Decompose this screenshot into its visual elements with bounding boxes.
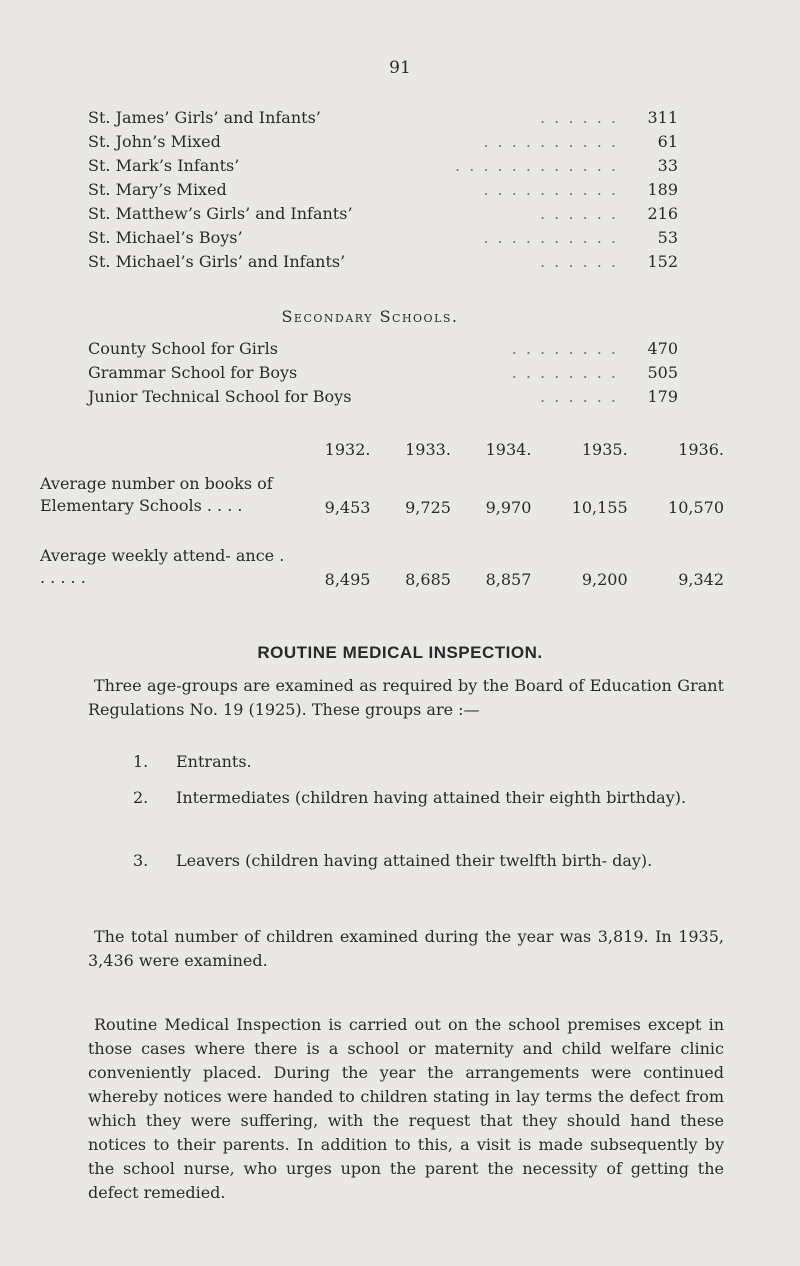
- page-number: 91: [389, 58, 411, 78]
- item-number: 2.: [133, 788, 149, 807]
- row-label: Average weekly attend- ance . . . . . .: [40, 546, 285, 587]
- year-header: 1935.: [581, 440, 628, 459]
- table-cell: 9,453: [324, 498, 371, 517]
- attendance-table: [40, 440, 730, 589]
- list-item: . . . . . . St. Matthew’s Girls’ and Infants’ 216: [88, 202, 688, 226]
- table-cell: 10,570: [668, 498, 724, 517]
- routine-paragraph: Routine Medical Inspection is carried out on the school premises except in those cases where there is a school or maternity and child welfare clinic conveniently placed. During the year the arrangements were continued whereby notices were handed to children stating in lay terms the defect from which they were suffering, with the request that they should hand these notices to their parents. In addition to this, a visit is made subsequently by the school nurse, who urges upon the parent the necessity of getting the defect remedied.: [88, 1015, 724, 1202]
- list-item: [133, 786, 723, 810]
- table-cell: 10,155: [571, 498, 628, 517]
- row-label: Average number on books of Elementary Schools . . . .: [40, 474, 273, 515]
- list-item: . . . . . . . . . . . . St. Mark’s Infants’ 33: [88, 154, 688, 178]
- list-item: . . . . . . . . . . St. John’s Mixed 61: [88, 130, 688, 154]
- list-item: . . . . . . . . Grammar School for Boys 505: [88, 361, 688, 385]
- table-cell: 9,342: [678, 570, 724, 589]
- secondary-schools-heading: Secondary Schools.: [281, 307, 459, 326]
- table-row: [40, 473, 730, 517]
- list-item: . . . . . . . . County School for Girls 470: [88, 337, 688, 361]
- year-header: 1932.: [324, 440, 371, 459]
- total-paragraph: The total number of children examined during the year was 3,819. In 1935, 3,436 were examined.: [88, 927, 724, 970]
- list-item: [133, 849, 723, 873]
- item-number: 1.: [133, 752, 149, 771]
- table-row: [40, 545, 730, 589]
- list-item: . . . . . . St. Michael’s Girls’ and Infants’ 152: [88, 250, 688, 274]
- elementary-schools-list: [88, 106, 688, 274]
- list-item: . . . . . . . . . . St. Mary’s Mixed 189: [88, 178, 688, 202]
- list-item: . . . . . . . . . . St. Michael’s Boys’ 53: [88, 226, 688, 250]
- table-cell: 9,970: [485, 498, 532, 517]
- item-number: 3.: [133, 851, 149, 870]
- year-header: 1933.: [405, 440, 451, 459]
- list-item: . . . . . . St. James’ Girls’ and Infants’ 311: [88, 106, 688, 130]
- table-cell: 8,685: [405, 570, 451, 589]
- list-item: [133, 750, 723, 774]
- table-cell: 8,495: [324, 570, 371, 589]
- secondary-schools-list: [88, 337, 688, 409]
- table-cell: 9,725: [405, 498, 451, 517]
- table-header-row: [40, 440, 730, 473]
- table-cell: 8,857: [485, 570, 532, 589]
- intro-paragraph: Three age-groups are examined as required by the Board of Education Grant Regulations No. 19 (1925). These groups are :—: [88, 676, 724, 719]
- year-header: 1934.: [485, 440, 532, 459]
- list-item: . . . . . . Junior Technical School for Boys 179: [88, 385, 688, 409]
- section-title: ROUTINE MEDICAL INSPECTION.: [257, 643, 543, 662]
- item-text: Leavers (children having attained their twelfth birth- day).: [176, 851, 653, 870]
- item-text: Intermediates (children having attained their eighth birthday).: [176, 788, 687, 807]
- year-header: 1936.: [678, 440, 724, 459]
- item-text: Entrants.: [176, 752, 252, 771]
- table-cell: 9,200: [581, 570, 628, 589]
